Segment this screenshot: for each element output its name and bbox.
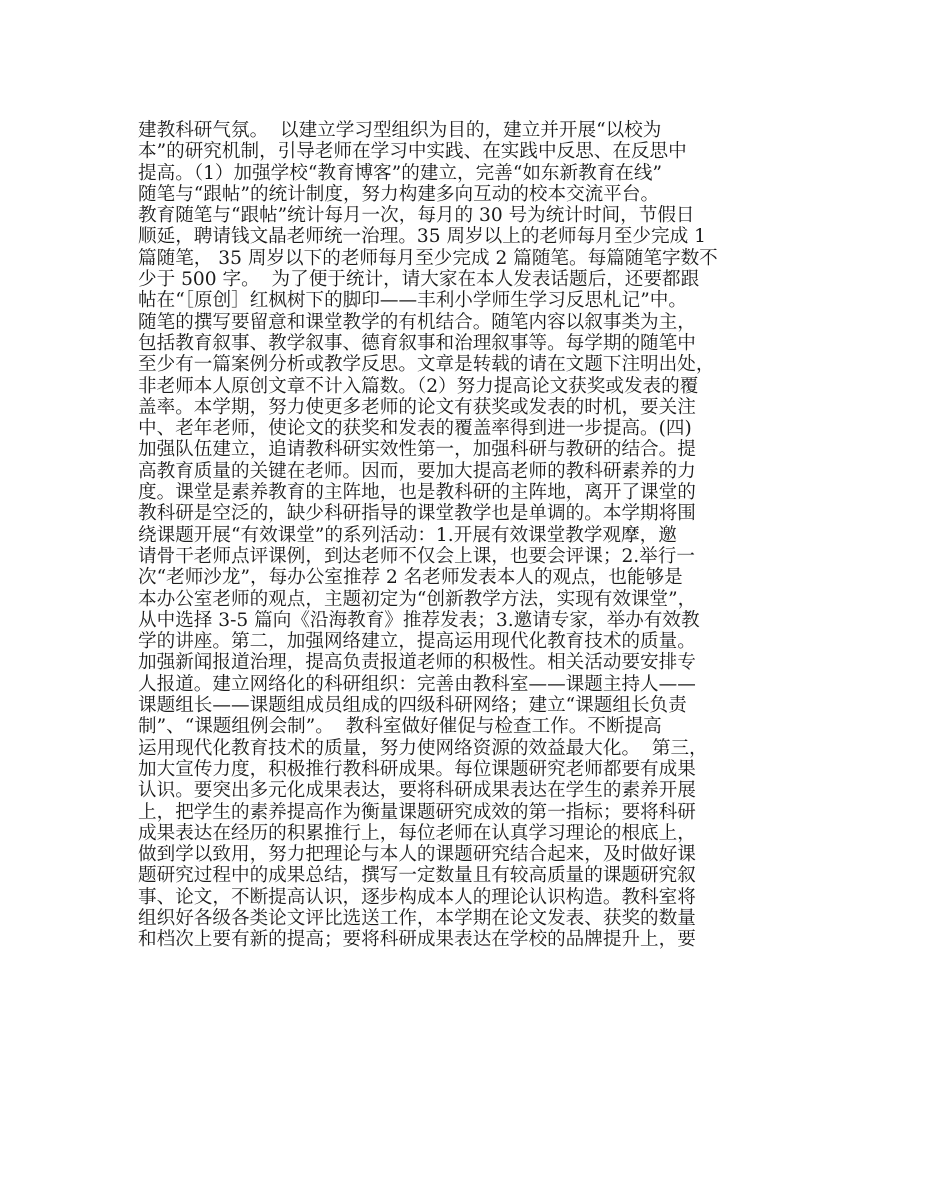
text-line: 组织好各级各类论文评比选送工作，本学期在论文发表、获奖的数量 (138, 907, 696, 929)
text-line: 本办公室老师的观点，主题初定为“创新教学方法，实现有效课堂”， (138, 588, 697, 610)
text-line: 加强新闻报道治理，提高负责报道老师的积极性。相关活动要安排专 (138, 652, 696, 674)
text-line: 顺延，聘请钱文晶老师统一治理。35 周岁以上的老师每月至少完成 1 (138, 226, 706, 248)
text-line: 包括教育叙事、教学叙事、德育叙事和治理叙事等。每学期的随笔中 (138, 332, 696, 354)
text-line: 上，把学生的素养提高作为衡量课题研究成效的第一指标；要将科研 (138, 801, 696, 823)
text-line: 教育随笔与“跟帖”统计每月一次，每月的 30 号为统计时间，节假日 (138, 205, 695, 227)
text-line: 高教育质量的关键在老师。因而，要加大提高老师的教科研素养的力 (138, 460, 696, 482)
text-line: 提高。（1）加强学校“教育博客”的建立，完善“如东新教育在线” (138, 162, 662, 184)
text-line: 认识。要突出多元化成果表达，要将科研成果表达在学生的素养开展 (138, 780, 696, 802)
text-line: 随笔的撰写要留意和课堂教学的有机结合。随笔内容以叙事类为主， (138, 311, 696, 333)
text-line: 度。课堂是素养教育的主阵地，也是教科研的主阵地，离开了课堂的 (138, 482, 696, 504)
text-line: 制”、“课题组例会制”。 教科室做好催促与检查工作。不断提高 (138, 716, 662, 738)
body-text (138, 120, 828, 951)
text-line: 和档次上要有新的提高；要将科研成果表达在学校的品牌提升上，要 (138, 929, 696, 951)
text-line: 盖率。本学期，努力使更多老师的论文有获奖或发表的时机，要关注 (138, 396, 696, 418)
text-line: 加强队伍建立，追请教科研实效性第一，加强科研与教研的结合。提 (138, 439, 696, 461)
text-line: 成果表达在经历的积累推行上，每位老师在认真学习理论的根底上， (138, 822, 696, 844)
text-line: 次“老师沙龙”，每办公室推荐 2 名老师发表本人的观点，也能够是 (138, 567, 683, 589)
text-line: 加大宣传力度，积极推行教科研成果。每位课题研究老师都要有成果 (138, 758, 696, 780)
text-line: 随笔与“跟帖”的统计制度，努力构建多向互动的校本交流平台。 (138, 183, 660, 205)
text-line: 中、老年老师，使论文的获奖和发表的覆盖率得到进一步提高。(四) (138, 418, 692, 440)
text-line: 本”的研究机制，引导老师在学习中实践、在实践中反思、在反思中 (138, 141, 687, 163)
text-line: 运用现代化教育技术的质量，努力使网络资源的效益最大化。 第三， (138, 737, 708, 759)
text-line: 教科研是空泛的，缺少科研指导的课堂教学也是单调的。本学期将围 (138, 503, 696, 525)
text-line: 事、论文，不断提高认识，逐步构成本人的理论认识构造。教科室将 (138, 886, 696, 908)
text-line: 做到学以致用，努力把理论与本人的课题研究结合起来，及时做好课 (138, 844, 696, 866)
text-line: 建教科研气氛。 以建立学习型组织为目的，建立并开展“以校为 (138, 120, 662, 141)
text-line: 少于 500 字。 为了便于统计，请大家在本人发表话题后，还要都跟 (138, 269, 700, 291)
text-line: 请骨干老师点评课例，到达老师不仅会上课，也要会评课；2.举行一 (138, 545, 695, 567)
text-line: 人报道。建立网络化的科研组织：完善由教科室——课题主持人—— (138, 673, 696, 695)
text-line: 篇随笔， 35 周岁以下的老师每月至少完成 2 篇随笔。每篇随笔字数不 (138, 247, 718, 269)
text-line: 学的讲座。第二，加强网络建立，提高运用现代化教育技术的质量。 (138, 631, 696, 653)
text-line: 至少有一篇案例分析或教学反思。文章是转载的请在文题下注明出处， (138, 354, 715, 376)
text-line: 题研究过程中的成果总结，撰写一定数量且有较高质量的课题研究叙 (138, 865, 696, 887)
text-line: 课题组长——课题组成员组成的四级科研网络；建立“课题组长负责 (138, 695, 687, 717)
text-line: 非老师本人原创文章不计入篇数。（2）努力提高论文获奖或发表的覆 (138, 375, 699, 397)
text-line: 从中选择 3-5 篇向《沿海教育》推荐发表；3.邀请专家，举办有效教 (138, 609, 700, 631)
text-line: 帖在“［原创］红枫树下的脚印——丰利小学师生学习反思札记”中。 (138, 290, 687, 312)
text-line: 绕课题开展“有效课堂”的系列活动：1.开展有效课堂教学观摩，邀 (138, 524, 677, 546)
